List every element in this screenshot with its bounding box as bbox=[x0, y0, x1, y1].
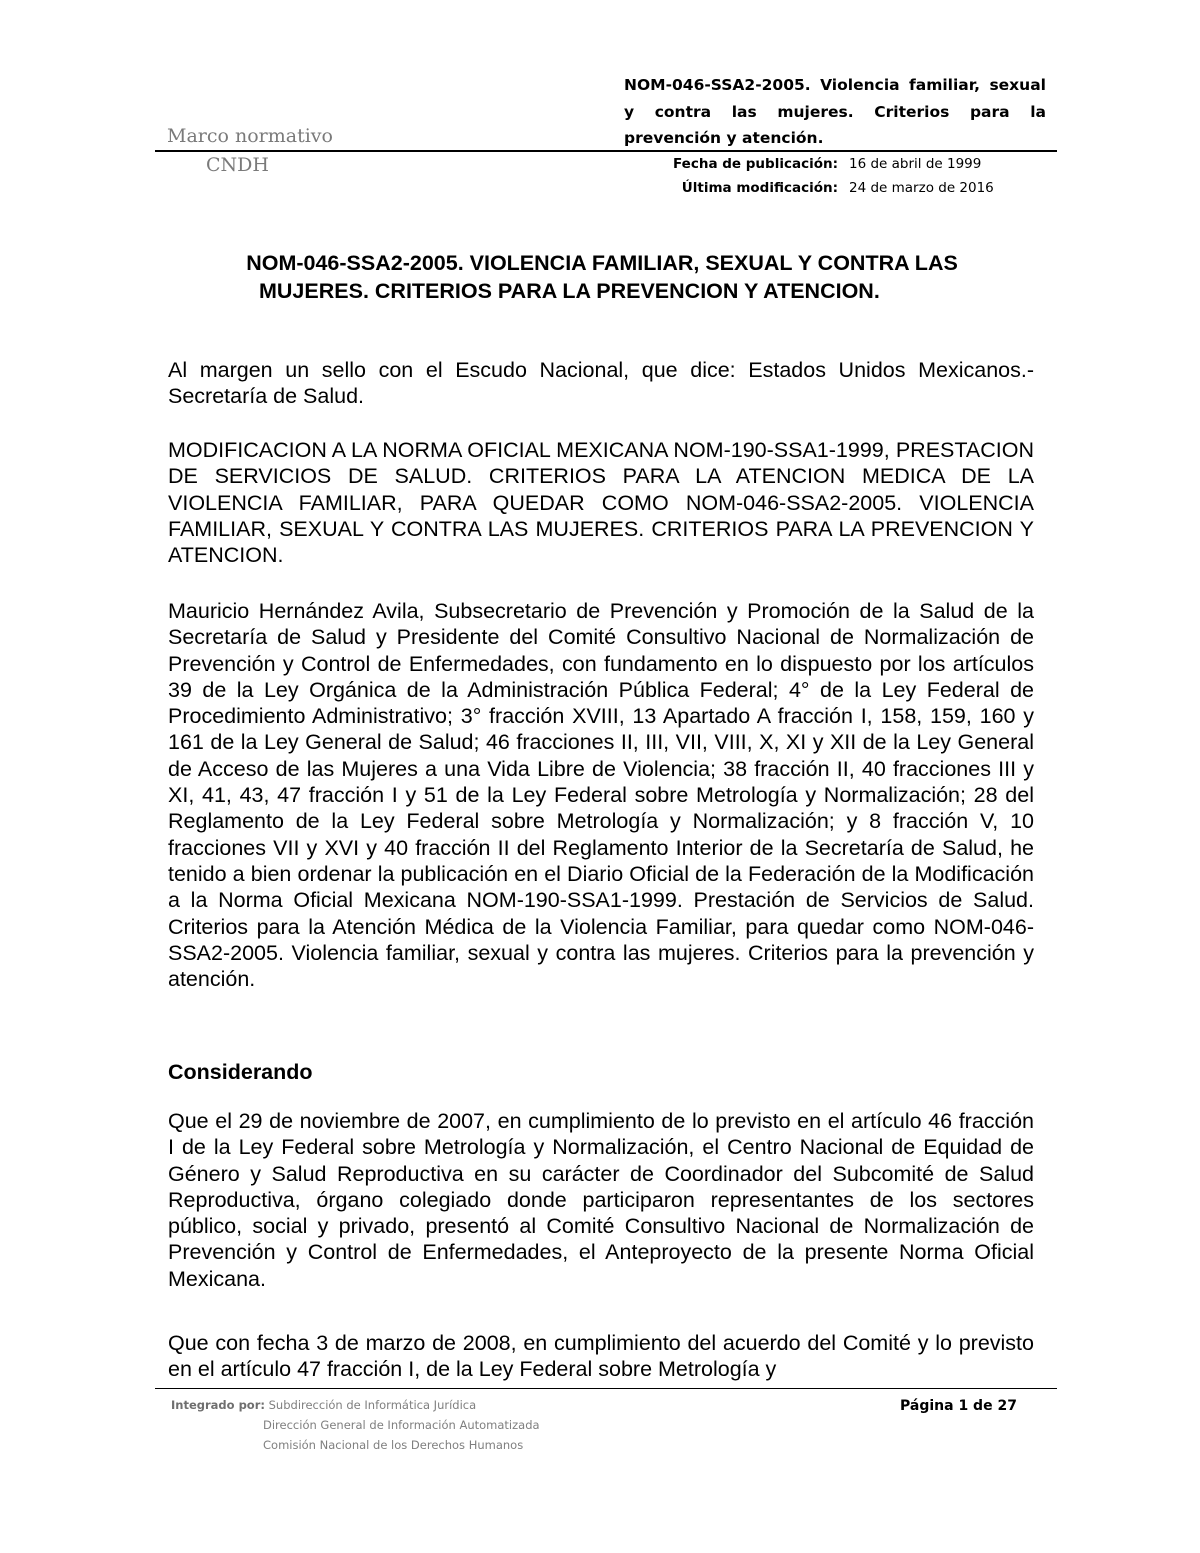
paragraph-legal-basis: Mauricio Hernández Avila, Subsecretario de Prevención y Promoción de la Salud de la Secretaría de Salud y Presidente del Comité Consultivo Nacional de Normalización de Prevención y Control de Enfermedades, con fundamento en lo dispuesto por los artículos 39 de la Ley Orgánica de la Administración Pública Federal; 4° de la Ley Federal de Procedimiento Administrativo; 3° fracción XVIII, 13 Apartado A fracción I, 158, 159, 160 y 161 de la Ley General de Salud; 46 fracciones II, III, VII, VIII, X, XI y XII de la Ley General de Acceso de las Mujeres a una Vida Libre de Violencia; 38 fracción II, 40 fracciones III y XI, 41, 43, 47 fracción I y 51 de la Ley Federal sobre Metrología y Normalización; 28 del Reglamento de la Ley Federal sobre Metrología y Normalización; y 8 fracción V, 10 fracciones VII y XVI y 40 fracción II del Reglamento Interior de la Secretaría de Salud, he tenido a bien ordenar la publicación en el Diario Oficial de la Federación de la Modificación a la Norma Oficial Mexicana NOM-190-SSA1-1999. Prestación de Servicios de Salud. Criterios para la Atención Médica de la Violencia Familiar, para quedar como NOM-046-SSA2-2005. Violencia familiar, sexual y contra las mujeres. Criterios para la prevención y atención. bbox=[168, 599, 1034, 992]
footer-line-1 bbox=[171, 1398, 476, 1412]
paragraph-considerando-1: Que el 29 de noviembre de 2007, en cumplimiento de lo previsto en el artículo 46 fracción I de la Ley Federal sobre Metrología y Normalización, el Centro Nacional de Equidad de Género y Salud Reproductiva en su carácter de Coordinador del Subcomité de Salud Reproductiva, órgano colegiado donde participaron representantes de los sectores público, social y privado, presentó al Comité Consultivo Nacional de Normalización de Prevención y Control de Enfermedades, el Anteproyecto de la presente Norma Oficial Mexicana. bbox=[168, 1109, 1034, 1291]
modification-date-label: Última modificación: bbox=[681, 180, 838, 196]
paragraph-modification: MODIFICACION A LA NORMA OFICIAL MEXICANA NOM-190-SSA1-1999, PRESTACION DE SERVICIOS DE SALUD. CRITERIOS PARA LA ATENCION MEDICA DE LA VIOLENCIA FAMILIAR, PARA QUEDAR COMO NOM-046-SSA2-2005. VIOLENCIA FAMILIAR, SEXUAL Y CONTRA LAS MUJERES. CRITERIOS PARA LA PREVENCION Y ATENCION. bbox=[168, 438, 1034, 568]
footer-line-3: Comisión Nacional de los Derechos Humanos bbox=[263, 1438, 524, 1452]
page-title-line-2: MUJERES. CRITERIOS PARA LA PREVENCION Y ATENCION. bbox=[259, 279, 880, 303]
modification-date-value: 24 de marzo de 2016 bbox=[849, 180, 994, 196]
header-section-label: Marco normativo bbox=[167, 125, 333, 147]
header-meta-values bbox=[849, 152, 994, 200]
page-number: Página 1 de 27 bbox=[900, 1398, 1017, 1414]
paragraph-seal: Al margen un sello con el Escudo Nacional, que dice: Estados Unidos Mexicanos.- Secretaría de Salud. bbox=[168, 358, 1034, 409]
header-document-title: NOM-046-SSA2-2005. Violencia familiar, sexual y contra las mujeres. Criterios para la prevención y atención. bbox=[624, 76, 1046, 147]
footer-integrated-label: Integrado por: bbox=[171, 1398, 265, 1412]
footer-line-2: Dirección General de Información Automatizada bbox=[263, 1418, 540, 1432]
page-title-line-1: NOM-046-SSA2-2005. VIOLENCIA FAMILIAR, SEXUAL Y CONTRA LAS bbox=[246, 251, 958, 275]
paragraph-considerando-2: Que con fecha 3 de marzo de 2008, en cumplimiento del acuerdo del Comité y lo previsto en el artículo 47 fracción I, de la Ley Federal sobre Metrología y bbox=[168, 1331, 1034, 1382]
footer-subdirection: Subdirección de Informática Jurídica bbox=[268, 1398, 477, 1412]
section-heading: Considerando bbox=[168, 1060, 313, 1084]
footer-divider bbox=[155, 1388, 1057, 1389]
publication-date-value: 16 de abril de 1999 bbox=[849, 156, 982, 172]
header-meta-labels bbox=[560, 152, 838, 200]
page-title bbox=[168, 249, 1036, 305]
publication-date-label: Fecha de publicación: bbox=[673, 156, 838, 172]
header-org-label: CNDH bbox=[206, 154, 269, 176]
